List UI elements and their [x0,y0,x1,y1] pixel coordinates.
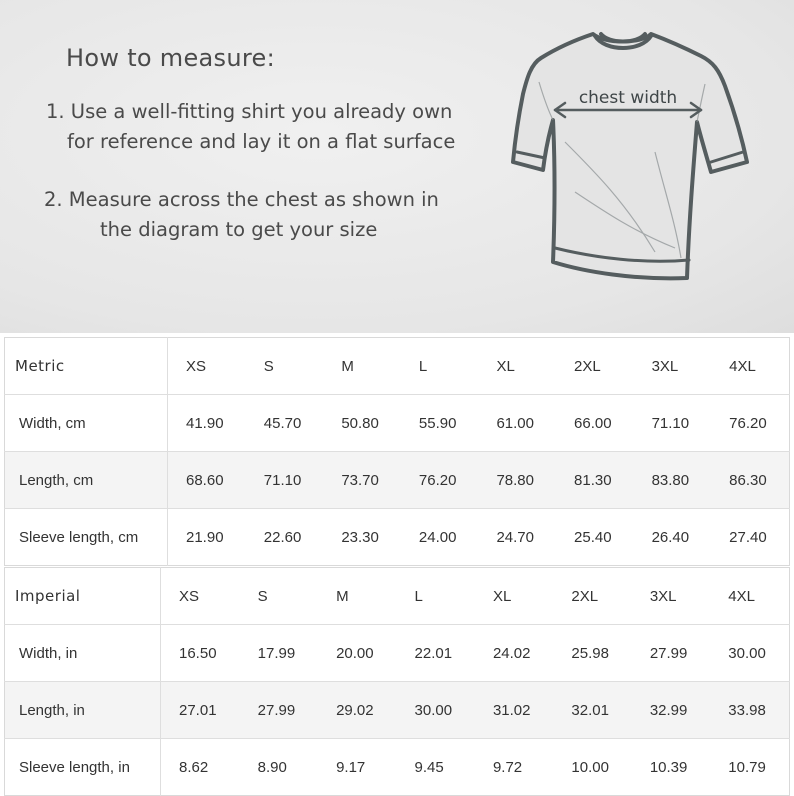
table-cell: 50.80 [323,395,401,452]
size-header: 3XL [634,338,712,395]
step-2 [44,185,439,245]
table-cell: 8.62 [161,739,240,796]
step-2-line-2: the diagram to get your size [100,218,378,241]
table-cell: 24.00 [401,509,479,566]
table-cell: 10.79 [710,739,789,796]
size-header: L [397,568,475,625]
table-cell: 24.02 [475,625,553,682]
table-cell: 55.90 [401,395,479,452]
table-cell: 33.98 [710,682,789,739]
row-label: Width, in [5,625,161,682]
size-header: S [246,338,324,395]
table-row [5,739,790,796]
size-header: XS [161,568,240,625]
table-cell: 30.00 [710,625,789,682]
table-row [5,395,790,452]
row-label: Sleeve length, in [5,739,161,796]
metric-size-table [4,337,790,566]
table-row [5,509,790,566]
table-cell: 71.10 [246,452,324,509]
row-label: Sleeve length, cm [5,509,168,566]
table-cell: 27.99 [632,625,710,682]
table-cell: 61.00 [478,395,556,452]
size-header: S [240,568,318,625]
imperial-header-row [5,568,790,625]
row-label: Width, cm [5,395,168,452]
table-cell: 30.00 [397,682,475,739]
step-1-line-2: for reference and lay it on a flat surface [67,130,456,153]
imperial-table-body [5,568,790,796]
table-cell: 17.99 [240,625,318,682]
table-cell: 26.40 [634,509,712,566]
table-cell: 9.72 [475,739,553,796]
table-cell: 41.90 [168,395,246,452]
size-header: L [401,338,479,395]
table-cell: 10.00 [553,739,631,796]
size-header: 3XL [632,568,710,625]
table-cell: 23.30 [323,509,401,566]
table-cell: 9.45 [397,739,475,796]
table-row [5,452,790,509]
row-label: Length, cm [5,452,168,509]
size-header: 4XL [710,568,789,625]
size-header: M [318,568,396,625]
size-header: 2XL [556,338,634,395]
size-header: M [323,338,401,395]
step-1 [46,97,455,157]
metric-header-row [5,338,790,395]
table-cell: 20.00 [318,625,396,682]
size-header: 4XL [711,338,789,395]
how-to-measure-panel [0,0,794,333]
table-cell: 27.01 [161,682,240,739]
table-cell: 9.17 [318,739,396,796]
metric-table-body [5,338,790,566]
table-cell: 22.60 [246,509,324,566]
table-cell: 83.80 [634,452,712,509]
table-cell: 29.02 [318,682,396,739]
metric-table-title: Metric [5,338,168,395]
table-cell: 68.60 [168,452,246,509]
table-cell: 27.99 [240,682,318,739]
table-cell: 16.50 [161,625,240,682]
imperial-size-table [4,567,790,796]
row-label: Length, in [5,682,161,739]
table-cell: 31.02 [475,682,553,739]
table-cell: 10.39 [632,739,710,796]
table-cell: 22.01 [397,625,475,682]
table-cell: 71.10 [634,395,712,452]
table-cell: 76.20 [401,452,479,509]
table-cell: 73.70 [323,452,401,509]
table-cell: 32.01 [553,682,631,739]
step-1-line-1: 1. Use a well-fitting shirt you already own [46,100,453,123]
size-header: 2XL [553,568,631,625]
imperial-table-title: Imperial [5,568,161,625]
table-cell: 24.70 [478,509,556,566]
how-to-measure-title: How to measure: [66,44,275,72]
step-2-line-1: 2. Measure across the chest as shown in [44,188,439,211]
table-cell: 66.00 [556,395,634,452]
table-cell: 45.70 [246,395,324,452]
table-cell: 25.98 [553,625,631,682]
size-header: XS [168,338,246,395]
table-row [5,625,790,682]
size-header: XL [475,568,553,625]
table-cell: 21.90 [168,509,246,566]
table-cell: 8.90 [240,739,318,796]
table-cell: 25.40 [556,509,634,566]
table-cell: 86.30 [711,452,789,509]
table-cell: 27.40 [711,509,789,566]
table-cell: 81.30 [556,452,634,509]
chest-width-label: chest width [578,88,678,108]
size-header: XL [478,338,556,395]
t-shirt-icon [505,22,755,292]
table-row [5,682,790,739]
table-cell: 76.20 [711,395,789,452]
table-cell: 78.80 [478,452,556,509]
table-cell: 32.99 [632,682,710,739]
